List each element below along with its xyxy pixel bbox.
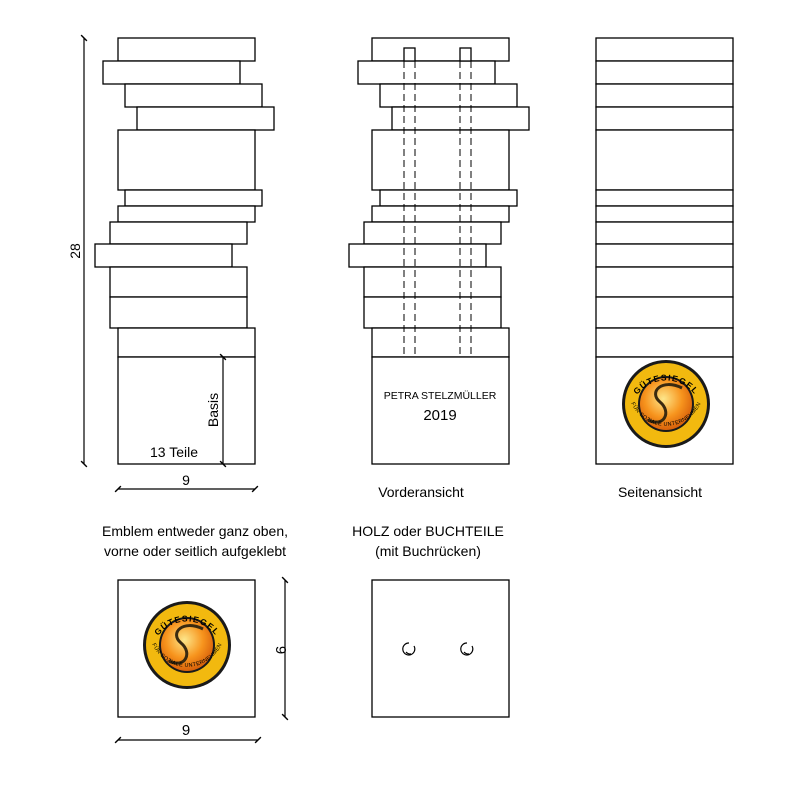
- height-label: 28: [67, 243, 83, 259]
- material-caption-line1: HOLZ oder BUCHTEILE: [352, 523, 504, 539]
- front-name-text: PETRA STELZMÜLLER: [383, 390, 497, 402]
- side-view-caption: Seitenansicht: [617, 484, 703, 500]
- material-top-square: [372, 580, 509, 717]
- svg-text:GÜTESIEGEL: GÜTESIEGEL: [152, 613, 222, 638]
- material-caption-line2: (mit Buchrücken): [375, 543, 481, 559]
- seal-emblem-icon: [622, 360, 710, 448]
- seal-emblem-icon: [143, 601, 231, 689]
- emblem-caption-line1: Emblem entweder ganz oben,: [102, 523, 288, 539]
- svg-text:FÜR SOZIALE UNTERNEHMEN: FÜR SOZIALE UNTERNEHMEN: [629, 401, 703, 428]
- base-label: Basis: [205, 392, 221, 428]
- svg-text:FÜR SOZIALE UNTERNEHMEN: FÜR SOZIALE UNTERNEHMEN: [150, 642, 224, 669]
- svg-text:GÜTESIEGEL: GÜTESIEGEL: [631, 372, 701, 397]
- width-label: 9: [182, 472, 190, 488]
- width-bottom-label: 9: [181, 722, 191, 739]
- depth-label: 9: [272, 645, 289, 655]
- pieces-label: 13 Teile: [149, 444, 199, 460]
- left-stack: [95, 38, 274, 464]
- front-view-caption: Vorderansicht: [378, 484, 464, 500]
- front-year-text: 2019: [423, 407, 457, 424]
- emblem-caption-line2: vorne oder seitlich aufgeklebt: [103, 543, 287, 559]
